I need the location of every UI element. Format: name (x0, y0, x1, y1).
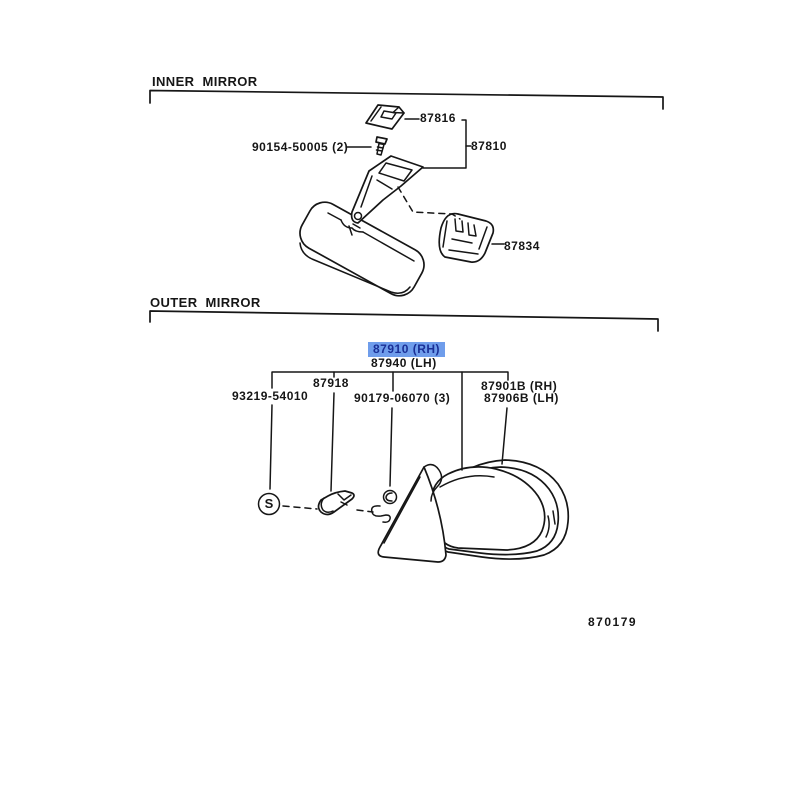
leader-87810-bracket (423, 120, 466, 168)
outer-mirror-housing-drawing (431, 460, 568, 559)
part-label-87940[interactable]: 87940 (LH) (371, 356, 437, 370)
part-label-87816[interactable]: 87816 (420, 111, 456, 125)
part-label-93219-54010[interactable]: 93219-54010 (232, 389, 309, 403)
inner-mirror-set-plate-drawing (366, 105, 404, 129)
inner-mirror-screw-drawing (376, 137, 387, 155)
part-label-90179-06070[interactable]: 90179-06070 (3) (354, 391, 451, 405)
part-label-90154-50005[interactable]: 90154-50005 (2) (252, 140, 349, 154)
dashed-line-s-to-clip (283, 506, 317, 509)
inner-section-bracket (150, 91, 663, 110)
figure-code: 870179 (588, 615, 638, 629)
part-label-87906b[interactable]: 87906B (LH) (484, 391, 559, 405)
outer-mirror-sail-drawing (378, 465, 446, 562)
outer-mirror-grommet-drawing (384, 491, 397, 504)
part-label-87810[interactable]: 87810 (471, 139, 507, 153)
outer-section-bracket (150, 311, 658, 331)
dashed-line-clip-to-hook (357, 510, 373, 512)
outer-mirror-wire-drawing (372, 506, 391, 522)
part-label-87918[interactable]: 87918 (313, 376, 349, 390)
part-label-87901b[interactable]: 87901B (RH) (481, 379, 558, 393)
outer-mirror-clip-drawing (319, 491, 355, 515)
part-label-87834[interactable]: 87834 (504, 239, 540, 253)
inner-mirror-cover-drawing (439, 214, 493, 263)
standard-part-symbol-letter: S (264, 496, 274, 511)
part-label-87910-selected[interactable]: 87910 (RH) (368, 342, 445, 357)
inner-mirror-section-title: INNER MIRROR (152, 74, 258, 89)
outer-mirror-section-title: OUTER MIRROR (150, 295, 261, 310)
inner-mirror-arm-drawing (352, 156, 423, 228)
